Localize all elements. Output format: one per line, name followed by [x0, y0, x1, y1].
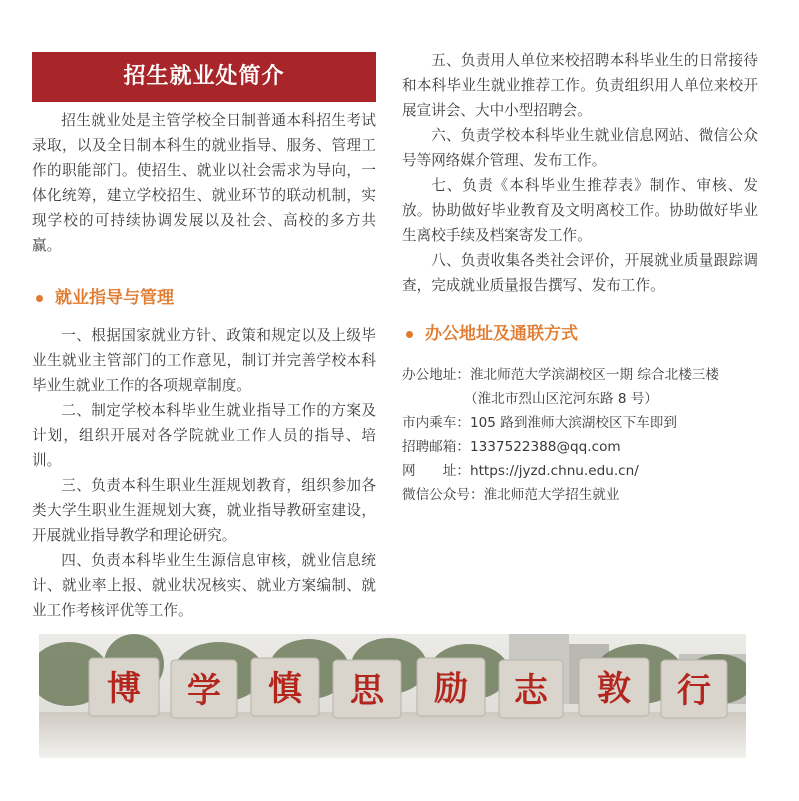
motto-stone [251, 658, 319, 716]
left-column [32, 52, 376, 623]
section-heading-contact [402, 322, 758, 347]
motto-stone [499, 660, 563, 718]
bullet-dot-icon [36, 295, 43, 302]
address-value: 淮北师范大学滨湖校区一期 综合北楼三楼 [469, 367, 719, 383]
motto-stone [417, 658, 485, 716]
duty-item: 二、制定学校本科毕业生就业指导工作的方案及计划，组织开展对各学院就业工作人员的指导、培训。 [32, 402, 376, 469]
duty-item: 一、根据国家就业方针、政策和规定以及上级毕业生就业主管部门的工作意见，制订并完善学校本科毕业生就业工作的各项规章制度。 [32, 327, 376, 394]
section-heading-text: 就业指导与管理 [55, 288, 174, 308]
motto-stone [661, 660, 727, 718]
motto-stone [333, 660, 401, 718]
motto-character: 思 [350, 671, 384, 711]
motto-character: 敦 [597, 669, 631, 709]
duty-item: 七、负责《本科毕业生推荐表》制作、审核、发放。协助做好毕业教育及文明离校工作。协助做好毕业生离校手续及档案寄发工作。 [402, 177, 758, 244]
contact-wechat [402, 483, 758, 507]
campus-motto-photo [39, 634, 746, 758]
motto-character: 志 [514, 671, 548, 711]
motto-stones-image [39, 634, 746, 758]
motto-character: 博 [107, 669, 141, 709]
duty-item: 五、负责用人单位来校招聘本科毕业生的日常接待和本科毕业生就业推荐工作。负责组织用人单位来校开展宣讲会、大中小型招聘会。 [402, 52, 758, 119]
email-link[interactable]: 1337522388@qq.com [469, 439, 621, 455]
motto-character: 学 [187, 671, 221, 711]
bus-value: 105 路到淮师大滨湖校区下车即到 [469, 415, 677, 431]
bullet-dot-icon [406, 331, 413, 338]
motto-character: 励 [434, 669, 468, 709]
motto-stone [171, 660, 237, 718]
intro-paragraph: 招生就业处是主管学校全日制普通本科招生考试录取，以及全日制本科生的就业指导、服务、管理工作的职能部门。使招生、就业以社会需求为导向，一体化统筹，建立学校招生、就业环节的联动机制，实现学校的可持续协调发展以及社会、高校的多方共赢。 [32, 112, 376, 254]
contact-website [402, 459, 758, 483]
duty-item: 四、负责本科毕业生生源信息审核，就业信息统计、就业率上报、就业状况核实、就业方案编制、就业工作考核评优等工作。 [32, 552, 376, 619]
contact-address [402, 363, 758, 387]
section-heading-text: 办公地址及通联方式 [425, 324, 578, 344]
contact-bus [402, 411, 758, 435]
motto-character: 慎 [268, 669, 302, 709]
duty-item: 六、负责学校本科毕业生就业信息网站、微信公众号等网络媒介管理、发布工作。 [402, 127, 758, 169]
contact-email [402, 435, 758, 459]
wechat-value: 淮北师范大学招生就业 [483, 487, 620, 503]
page-title: 招生就业处简介 [32, 52, 376, 102]
address-detail: （淮北市烈山区沱河东路 8 号） [464, 391, 659, 407]
duty-item: 八、负责收集各类社会评价，开展就业质量跟踪调查，完成就业质量报告撰写、发布工作。 [402, 252, 758, 294]
motto-stone [579, 658, 649, 716]
right-column [402, 48, 758, 507]
motto-character: 行 [677, 671, 711, 711]
bus-label: 市内乘车： [402, 415, 470, 431]
website-link[interactable]: https://jyzd.chnu.edu.cn/ [469, 463, 639, 479]
motto-stone [89, 658, 159, 716]
address-label: 办公地址： [402, 367, 470, 383]
wechat-label: 微信公众号： [402, 487, 484, 503]
section-heading-guidance [32, 286, 376, 311]
duty-item: 三、负责本科生职业生涯规划教育，组织参加各类大学生职业生涯规划大赛，就业指导教研室建设，开展就业指导教学和理论研究。 [32, 477, 376, 544]
website-label: 网 址： [402, 463, 470, 479]
email-label: 招聘邮箱： [402, 439, 470, 455]
